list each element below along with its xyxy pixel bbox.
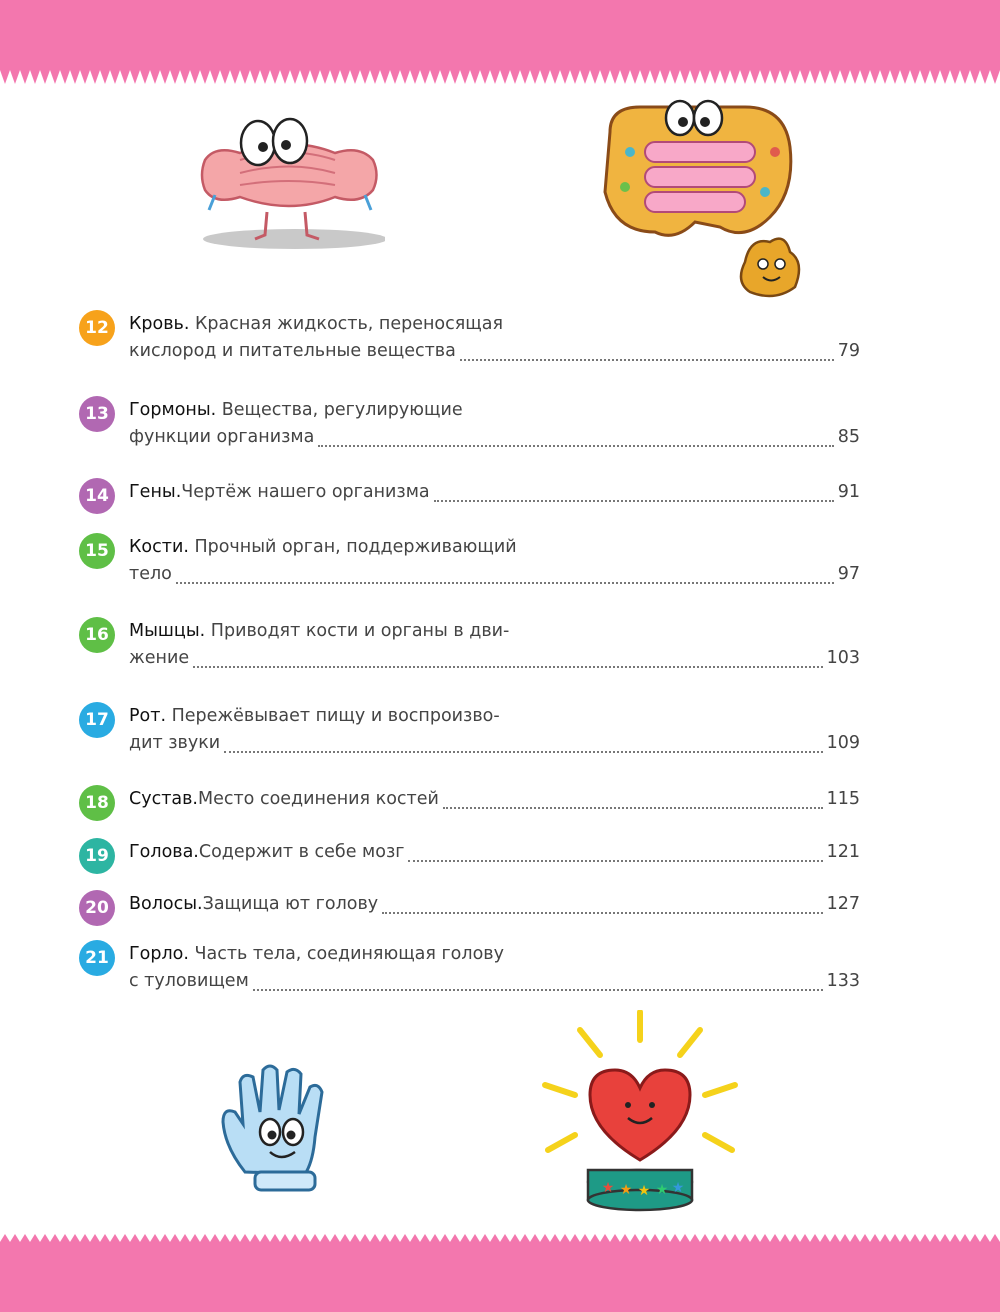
toc-description: Часть тела, соединяющая голову <box>188 944 504 964</box>
toc-entry-line <box>129 894 860 920</box>
page-number: 109 <box>826 733 860 753</box>
toc-description: Прочный орган, поддерживающий <box>188 537 517 557</box>
toc-entry-line2 <box>129 648 860 674</box>
dot-leader <box>434 500 834 502</box>
toc-entry-line1 <box>129 621 509 641</box>
toc-entry-line2 <box>129 564 860 590</box>
chapter-number-badge: 15 <box>79 533 115 569</box>
dot-leader <box>253 989 823 991</box>
svg-text:★: ★ <box>671 1180 685 1196</box>
toc-entry-line2 <box>129 971 860 997</box>
toc-description: Место соединения костей <box>198 789 439 809</box>
chapter-number-badge: 21 <box>79 940 115 976</box>
dot-leader <box>193 666 822 668</box>
page-number: 133 <box>826 971 860 991</box>
toc-description-continued: функции организма <box>129 427 315 447</box>
chapter-number-badge: 18 <box>79 785 115 821</box>
toc-description-continued: с туловищем <box>129 971 249 991</box>
chapter-number-badge: 13 <box>79 396 115 432</box>
chapter-number-badge: 16 <box>79 617 115 653</box>
toc-entry-line <box>129 482 860 508</box>
toc-description-continued: дит звуки <box>129 733 221 753</box>
toc-description: Красная жидкость, переносящая <box>189 314 504 334</box>
glove-character-illustration <box>215 1062 345 1197</box>
page-number: 121 <box>826 842 860 862</box>
toc-description: Чертёж нашего организма <box>181 482 430 502</box>
chapter-number-badge: 12 <box>79 310 115 346</box>
page-number: 85 <box>837 427 860 447</box>
toc-description: Содержит в себе мозг <box>198 842 405 862</box>
page-number: 91 <box>837 482 860 502</box>
page-number: 103 <box>826 648 860 668</box>
svg-text:★: ★ <box>601 1180 615 1196</box>
dot-leader <box>382 912 822 914</box>
toc-term: Мышцы. <box>129 621 206 641</box>
toc-entry-line <box>129 789 860 815</box>
toc-description-continued: тело <box>129 564 172 584</box>
toc-term: Кровь. <box>129 314 190 334</box>
toc-term: Волосы. <box>129 894 203 914</box>
dot-leader <box>460 359 834 361</box>
toc-entry-line2 <box>129 341 860 367</box>
dot-leader <box>408 860 822 862</box>
toc-description: Пережёвывает пищу и воспроизво- <box>166 706 500 726</box>
toc-term: Кости. <box>129 537 189 557</box>
toc-entry-line1 <box>129 400 463 420</box>
toc-description: Приводят кости и органы в дви- <box>205 621 510 641</box>
dot-leader <box>176 582 834 584</box>
toc-entry-line1 <box>129 944 504 964</box>
toc-entry-line <box>129 842 860 868</box>
heart-trophy-character-illustration <box>540 1010 740 1215</box>
toc-term: Горло. <box>129 944 189 964</box>
page-number: 127 <box>826 894 860 914</box>
chapter-number-badge: 19 <box>79 838 115 874</box>
bottom-decorative-band <box>0 1234 1000 1312</box>
toc-term: Рот. <box>129 706 167 726</box>
svg-text:★: ★ <box>637 1183 651 1199</box>
toc-entry-line2 <box>129 427 860 453</box>
chapter-number-badge: 14 <box>79 478 115 514</box>
svg-text:★: ★ <box>619 1182 633 1198</box>
chapter-number-badge: 20 <box>79 890 115 926</box>
page-number: 79 <box>837 341 860 361</box>
toc-description-continued: кислород и питательные вещества <box>129 341 456 361</box>
page-number: 115 <box>826 789 860 809</box>
toc-term: Гены. <box>129 482 182 502</box>
toc-entry-line1 <box>129 314 503 334</box>
toc-description: Вещества, регулирующие <box>216 400 463 420</box>
dot-leader <box>443 807 823 809</box>
page-number: 97 <box>837 564 860 584</box>
toc-description: Защища ют голову <box>202 894 379 914</box>
dot-leader <box>224 751 822 753</box>
toc-entry-line2 <box>129 733 860 759</box>
chapter-number-badge: 17 <box>79 702 115 738</box>
toc-description-continued: жение <box>129 648 190 668</box>
dot-leader <box>318 445 833 447</box>
toc-entry-line1 <box>129 706 500 726</box>
svg-text:★: ★ <box>655 1182 669 1198</box>
toc-term: Голова. <box>129 842 199 862</box>
toc-term: Гормоны. <box>129 400 217 420</box>
toc-term: Сустав. <box>129 789 198 809</box>
toc-entry-line1 <box>129 537 517 557</box>
